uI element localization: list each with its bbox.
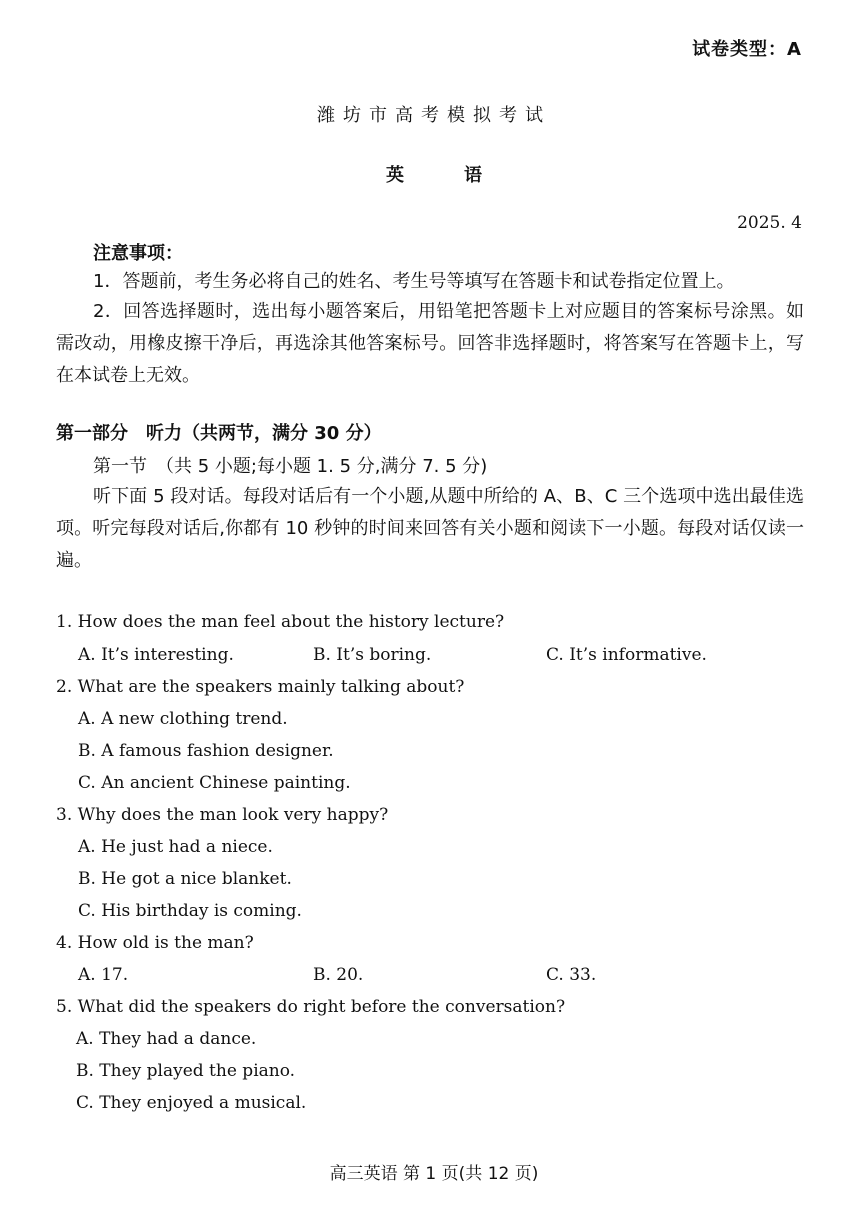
question-4-option-b: B. 20. [313, 965, 364, 985]
question-2-option-c: C. An ancient Chinese painting. [78, 773, 351, 793]
question-5-option-c: C. They enjoyed a musical. [76, 1093, 307, 1113]
question-4-option-c: C. 33. [546, 965, 597, 985]
part1-title: 第一部分 听力（共两节，满分 30 分） [56, 423, 382, 444]
question-1-option-a: A. It’s interesting. [78, 645, 234, 665]
question-3-stem: 3. Why does the man look very happy? [56, 805, 389, 825]
page-footer: 高三英语 第 1 页(共 12 页) [329, 1164, 539, 1184]
question-5-stem: 5. What did the speakers do right before the conversation? [56, 997, 566, 1017]
exam-title: 潍坊市高考模拟考试 [317, 105, 551, 126]
question-2-option-a: A. A new clothing trend. [78, 709, 288, 729]
notice-item-2: 2．回答选择题时，选出每小题答案后，用铅笔把答题卡上对应题目的答案标号涂黑。如需改动，用橡皮擦干净后，再选涂其他答案标号。回答非选择题时，将答案写在答题卡上，写在本试卷上无效。 [56, 301, 804, 386]
question-1-option-c: C. It’s informative. [546, 645, 707, 665]
question-3-option-c: C. His birthday is coming. [78, 901, 302, 921]
paper-type-label: 试卷类型：A [692, 39, 802, 60]
question-3-option-a: A. He just had a niece. [78, 837, 273, 857]
listening-instructions: 听下面 5 段对话。每段对话后有一个小题,从题中所给的 A、B、C 三个选项中选出最佳选项。听完每段对话后,你都有 10 秒钟的时间来回答有关小题和阅读下一小题。每段对话仅读一遍。 [56, 486, 804, 571]
exam-date: 2025. 4 [737, 213, 802, 233]
question-1-stem: 1. How does the man feel about the history lecture? [56, 612, 505, 632]
section1-title: 第一节 （共 5 小题;每小题 1. 5 分,满分 7. 5 分) [93, 456, 488, 477]
question-3-option-b: B. He got a nice blanket. [78, 869, 292, 889]
question-2-stem: 2. What are the speakers mainly talking about? [56, 677, 465, 697]
question-1-option-b: B. It’s boring. [313, 645, 432, 665]
subject-title: 英语 [386, 165, 542, 186]
notice-item-1: 1．答题前，考生务必将自己的姓名、考生号等填写在答题卡和试卷指定位置上。 [93, 271, 735, 292]
question-5-option-a: A. They had a dance. [76, 1029, 257, 1049]
notice-title: 注意事项： [93, 243, 183, 264]
question-5-option-b: B. They played the piano. [76, 1061, 296, 1081]
question-4-stem: 4. How old is the man? [56, 933, 254, 953]
question-4-option-a: A. 17. [78, 965, 129, 985]
question-2-option-b: B. A famous fashion designer. [78, 741, 334, 761]
